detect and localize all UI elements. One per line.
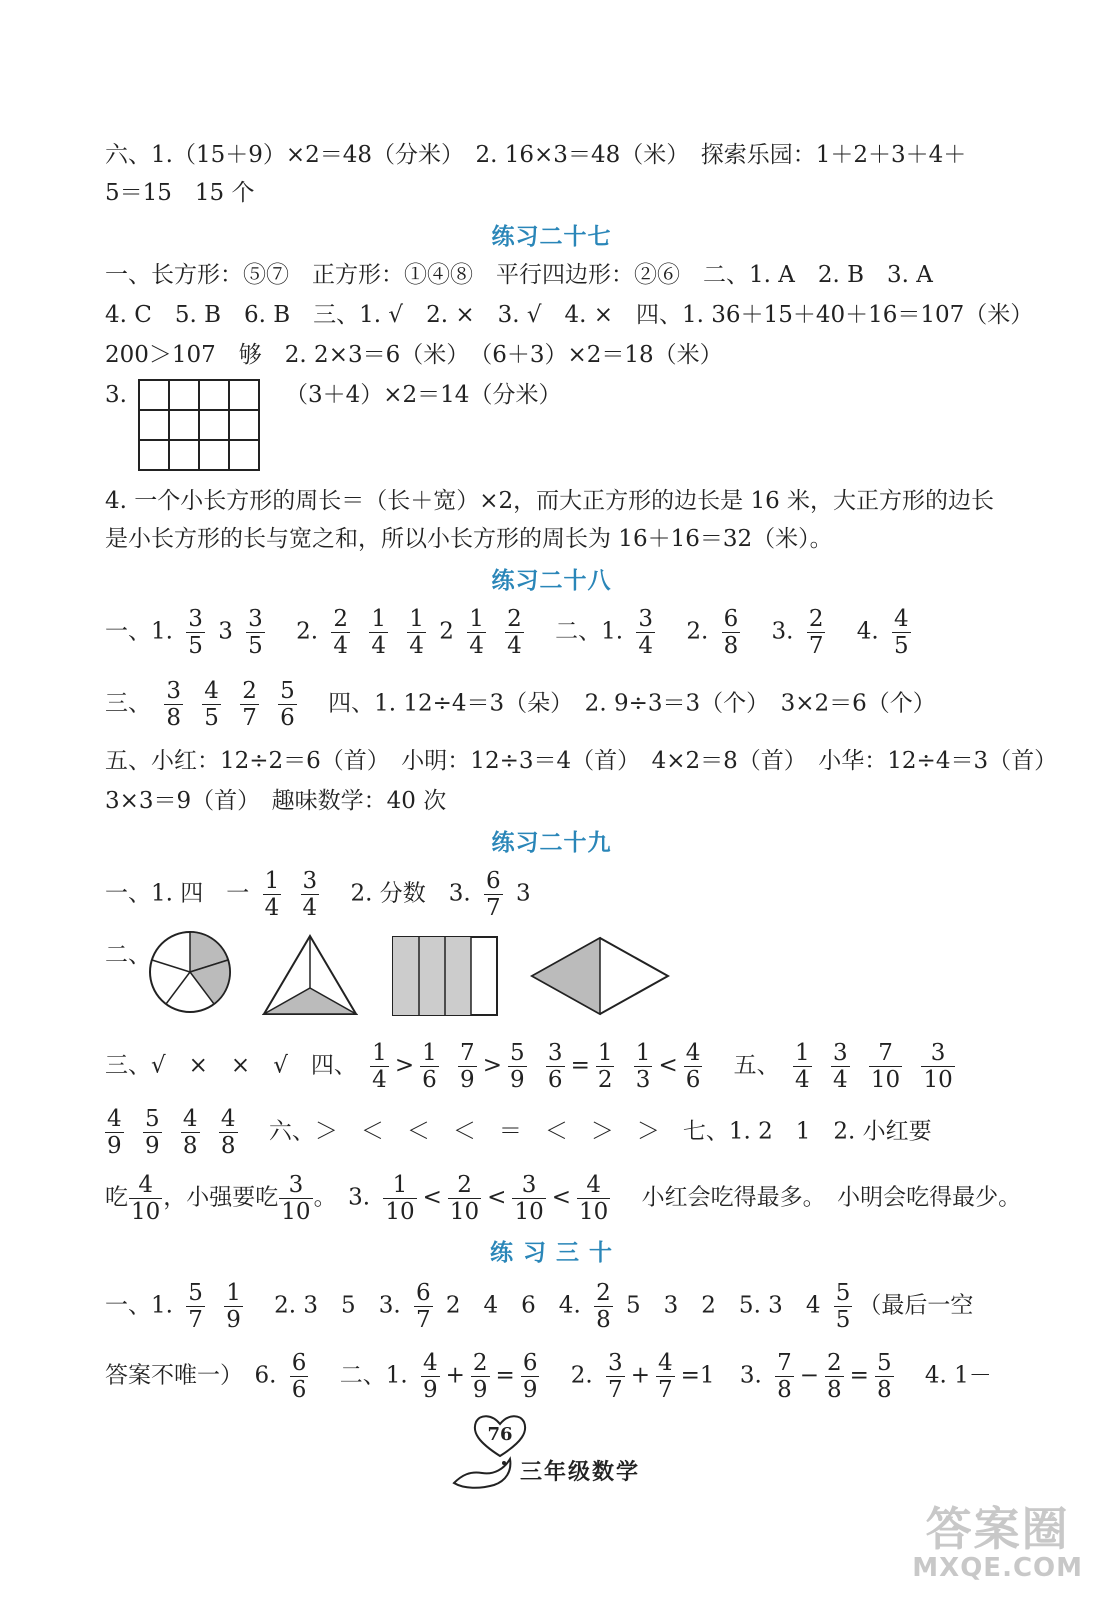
section-heading: 练 习 三 十 (489, 1240, 614, 1266)
fraction: $\frac{5}{7}$ (188, 1280, 203, 1333)
fraction: $\frac{1}{2}$ (597, 1040, 613, 1093)
fraction-line: 吃 $\frac{4}{10}$ ，小强要吃 $\frac{3}{10}$ 。 3. $\frac{1}{10}$ < $\frac{2}{10}$ < $\frac{3}{10}$ < $\frac{4}{10}$ 小红会吃得最多。 小明会吃得最少。 (105, 1172, 1022, 1225)
fraction: $\frac{3}{4}$ (638, 606, 654, 659)
fraction: $\frac{1}{4}$ (371, 606, 386, 659)
fraction: $\frac{6}{7}$ (486, 868, 501, 921)
fraction: $\frac{1}{6}$ (422, 1040, 437, 1093)
fraction: $\frac{7}{8}$ (777, 1350, 792, 1403)
fraction: $\frac{7}{10}$ (870, 1040, 901, 1093)
fraction-line: $\frac{4}{9}$ $\frac{5}{9}$ $\frac{4}{8}$ $\frac{4}{8}$ 六、＞ ＜ ＜ ＜ ＝ ＜ ＞ ＞ 七、1. 2 1 2. 小红要 (107, 1106, 932, 1159)
fraction: $\frac{5}{8}$ (876, 1350, 892, 1403)
fraction: $\frac{3}{5}$ (188, 606, 203, 659)
fraction: $\frac{3}{5}$ (248, 606, 263, 659)
fraction: $\frac{1}{4}$ (372, 1040, 387, 1093)
answer-line (105, 380, 127, 410)
fraction-line: 一、1. $\frac{3}{5}$ 3 $\frac{3}{5}$ 2. $\frac{2}{4}$ $\frac{1}{4}$ $\frac{1}{4}$ 2 $\frac{1}{4}$ $\frac{2}{4}$ 二、1. $\frac{3}{4}$ 2. $\frac{6}{8}$ 3. $\frac{2}{7}$ 4. $\frac{4}{5}$ (105, 606, 909, 659)
fraction: $\frac{4}{5}$ (204, 678, 219, 731)
fraction-line: 一、1. 四 一 $\frac{1}{4}$ $\frac{3}{4}$ 2. 分数 3. $\frac{6}{7}$ 3 (105, 868, 531, 921)
answer-line: 一、长方形：⑤⑦ 正方形：①④⑧ 平行四边形：②⑥ 二、1. A 2. B 3. A (105, 262, 933, 288)
fraction: $\frac{5}{9}$ (509, 1040, 525, 1093)
answer-line: 二、 (105, 942, 151, 968)
fraction: $\frac{4}{10}$ (579, 1172, 609, 1225)
fraction: $\frac{6}{8}$ (723, 606, 739, 659)
fraction-line: 三、 $\frac{3}{8}$ $\frac{4}{5}$ $\frac{2}{7}$ $\frac{5}{6}$ 四、1. 12÷4＝3（朵） 2. 9÷3＝3（个） 3×2＝6（个） (105, 678, 936, 731)
fraction: $\frac{1}{4}$ (409, 606, 424, 659)
answer-line: 4. C 5. B 6. B 三、1. √ 2. × 3. √ 4. × 四、1. 36＋15＋40＋16＝107（米） (105, 302, 1034, 328)
fraction: $\frac{2}{8}$ (596, 1280, 611, 1333)
fraction: $\frac{2}{4}$ (333, 606, 349, 659)
fraction: $\frac{5}{5}$ (835, 1280, 851, 1333)
fraction: $\frac{2}{7}$ (808, 606, 824, 659)
fraction: $\frac{1}{4}$ (264, 868, 280, 921)
fraction-line: 三、√ × × √ 四、 $\frac{1}{4}$ > $\frac{1}{6}$ $\frac{7}{9}$ > $\frac{5}{9}$ $\frac{3}{6}$ = $\frac{1}{2}$ $\frac{1}{3}$ < $\frac{4}{6}$ 五、 $\frac{1}{4}$ $\frac{3}{4}$ $\frac{7}{10}$ $\frac{3}{10}$ (105, 1040, 953, 1093)
item-number: 3. (105, 382, 127, 408)
fraction: $\frac{5}{9}$ (144, 1106, 160, 1159)
fraction: $\frac{4}{8}$ (220, 1106, 236, 1159)
rectangle-strip-figure (392, 936, 498, 1016)
fraction: $\frac{4}{10}$ (131, 1172, 161, 1225)
fraction: $\frac{4}{8}$ (182, 1106, 198, 1159)
fraction: $\frac{3}{4}$ (832, 1040, 848, 1093)
answer-line: 5＝15 15 个 (105, 180, 255, 206)
triangle-figure (262, 934, 358, 1018)
fraction: $\frac{3}{8}$ (166, 678, 181, 731)
section-heading: 练习二十八 (491, 568, 612, 594)
fraction: $\frac{6}{6}$ (291, 1350, 307, 1403)
answer-line: 200＞107 够 2. 2×3＝6（米） （6＋3）×2＝18（米） (105, 342, 723, 368)
fraction: $\frac{2}{10}$ (449, 1172, 480, 1225)
fraction: $\frac{2}{4}$ (507, 606, 522, 659)
section-heading: 练习二十九 (491, 830, 612, 856)
rhombus-figure (530, 936, 670, 1016)
fraction: $\frac{4}{5}$ (894, 606, 909, 659)
answer-line: 是小长方形的长与宽之和，所以小长方形的周长为 16＋16＝32（米）。 (105, 526, 833, 552)
seal-mascot-icon (448, 1445, 518, 1490)
fraction: $\frac{3}{10}$ (923, 1040, 953, 1093)
fraction: $\frac{2}{7}$ (242, 678, 257, 731)
fraction: $\frac{3}{10}$ (514, 1172, 544, 1225)
fraction: $\frac{3}{10}$ (281, 1172, 311, 1225)
answer-line: （3＋4）×2＝14（分米） (285, 382, 562, 408)
fraction: $\frac{2}{8}$ (827, 1350, 842, 1403)
fraction: $\frac{4}{9}$ (422, 1350, 438, 1403)
fraction: $\frac{3}{7}$ (608, 1350, 623, 1403)
fraction: $\frac{4}{6}$ (685, 1040, 701, 1093)
answer-line: 六、1.（15＋9）×2＝48（分米） 2. 16×3＝48（米） 探索乐园：1＋2＋3＋4＋ (105, 142, 967, 168)
answer-line: 4. 一个小长方形的周长＝（长＋宽）×2，而大正方形的边长是 16 米，大正方形的边长 (105, 488, 995, 514)
fraction: $\frac{4}{9}$ (107, 1106, 122, 1159)
fraction: $\frac{2}{9}$ (472, 1350, 488, 1403)
fraction: $\frac{3}{4}$ (302, 868, 318, 921)
answer-line: 3×3＝9（首） 趣味数学：40 次 (105, 788, 447, 814)
answer-line: 五、小红：12÷2＝6（首） 小明：12÷3＝4（首） 4×2＝8（首） 小华：12÷4＝3（首） (105, 748, 1058, 774)
section-heading: 练习二十七 (491, 224, 612, 250)
fraction: $\frac{6}{9}$ (522, 1350, 538, 1403)
fraction: $\frac{5}{6}$ (280, 678, 295, 731)
watermark-logo: 答案圈 MXQE.COM (912, 1502, 1083, 1583)
fraction: $\frac{6}{7}$ (415, 1280, 431, 1333)
fraction: $\frac{1}{4}$ (469, 606, 484, 659)
fraction: $\frac{1}{4}$ (794, 1040, 810, 1093)
fraction-line: 答案不唯一） 6. $\frac{6}{6}$ 二、1. $\frac{4}{9}$ + $\frac{2}{9}$ = $\frac{6}{9}$ 2. $\frac{3}{7}$ + $\frac{4}{7}$ =1 3. $\frac{7}{8}$ − $\frac{2}{8}$ = $\frac{5}{8}$ 4. 1－ (105, 1350, 992, 1403)
fraction: $\frac{4}{7}$ (657, 1350, 673, 1403)
book-title: 三年级数学 (520, 1460, 641, 1485)
fraction: $\frac{3}{6}$ (547, 1040, 563, 1093)
fraction: $\frac{1}{10}$ (385, 1172, 415, 1225)
rectangle-grid-figure (138, 379, 260, 471)
fraction: $\frac{1}{9}$ (226, 1280, 241, 1333)
fraction-line: 一、1. $\frac{5}{7}$ $\frac{1}{9}$ 2. 3 5 3. $\frac{6}{7}$ 2 4 6 4. $\frac{2}{8}$ 5 3 2 5. 3 4 $\frac{5}{5}$ （最后一空 (105, 1280, 974, 1333)
page-number: 76 (487, 1424, 513, 1445)
fraction: $\frac{7}{9}$ (460, 1040, 475, 1093)
circle-figure (148, 930, 232, 1014)
fraction: $\frac{1}{3}$ (635, 1040, 651, 1093)
